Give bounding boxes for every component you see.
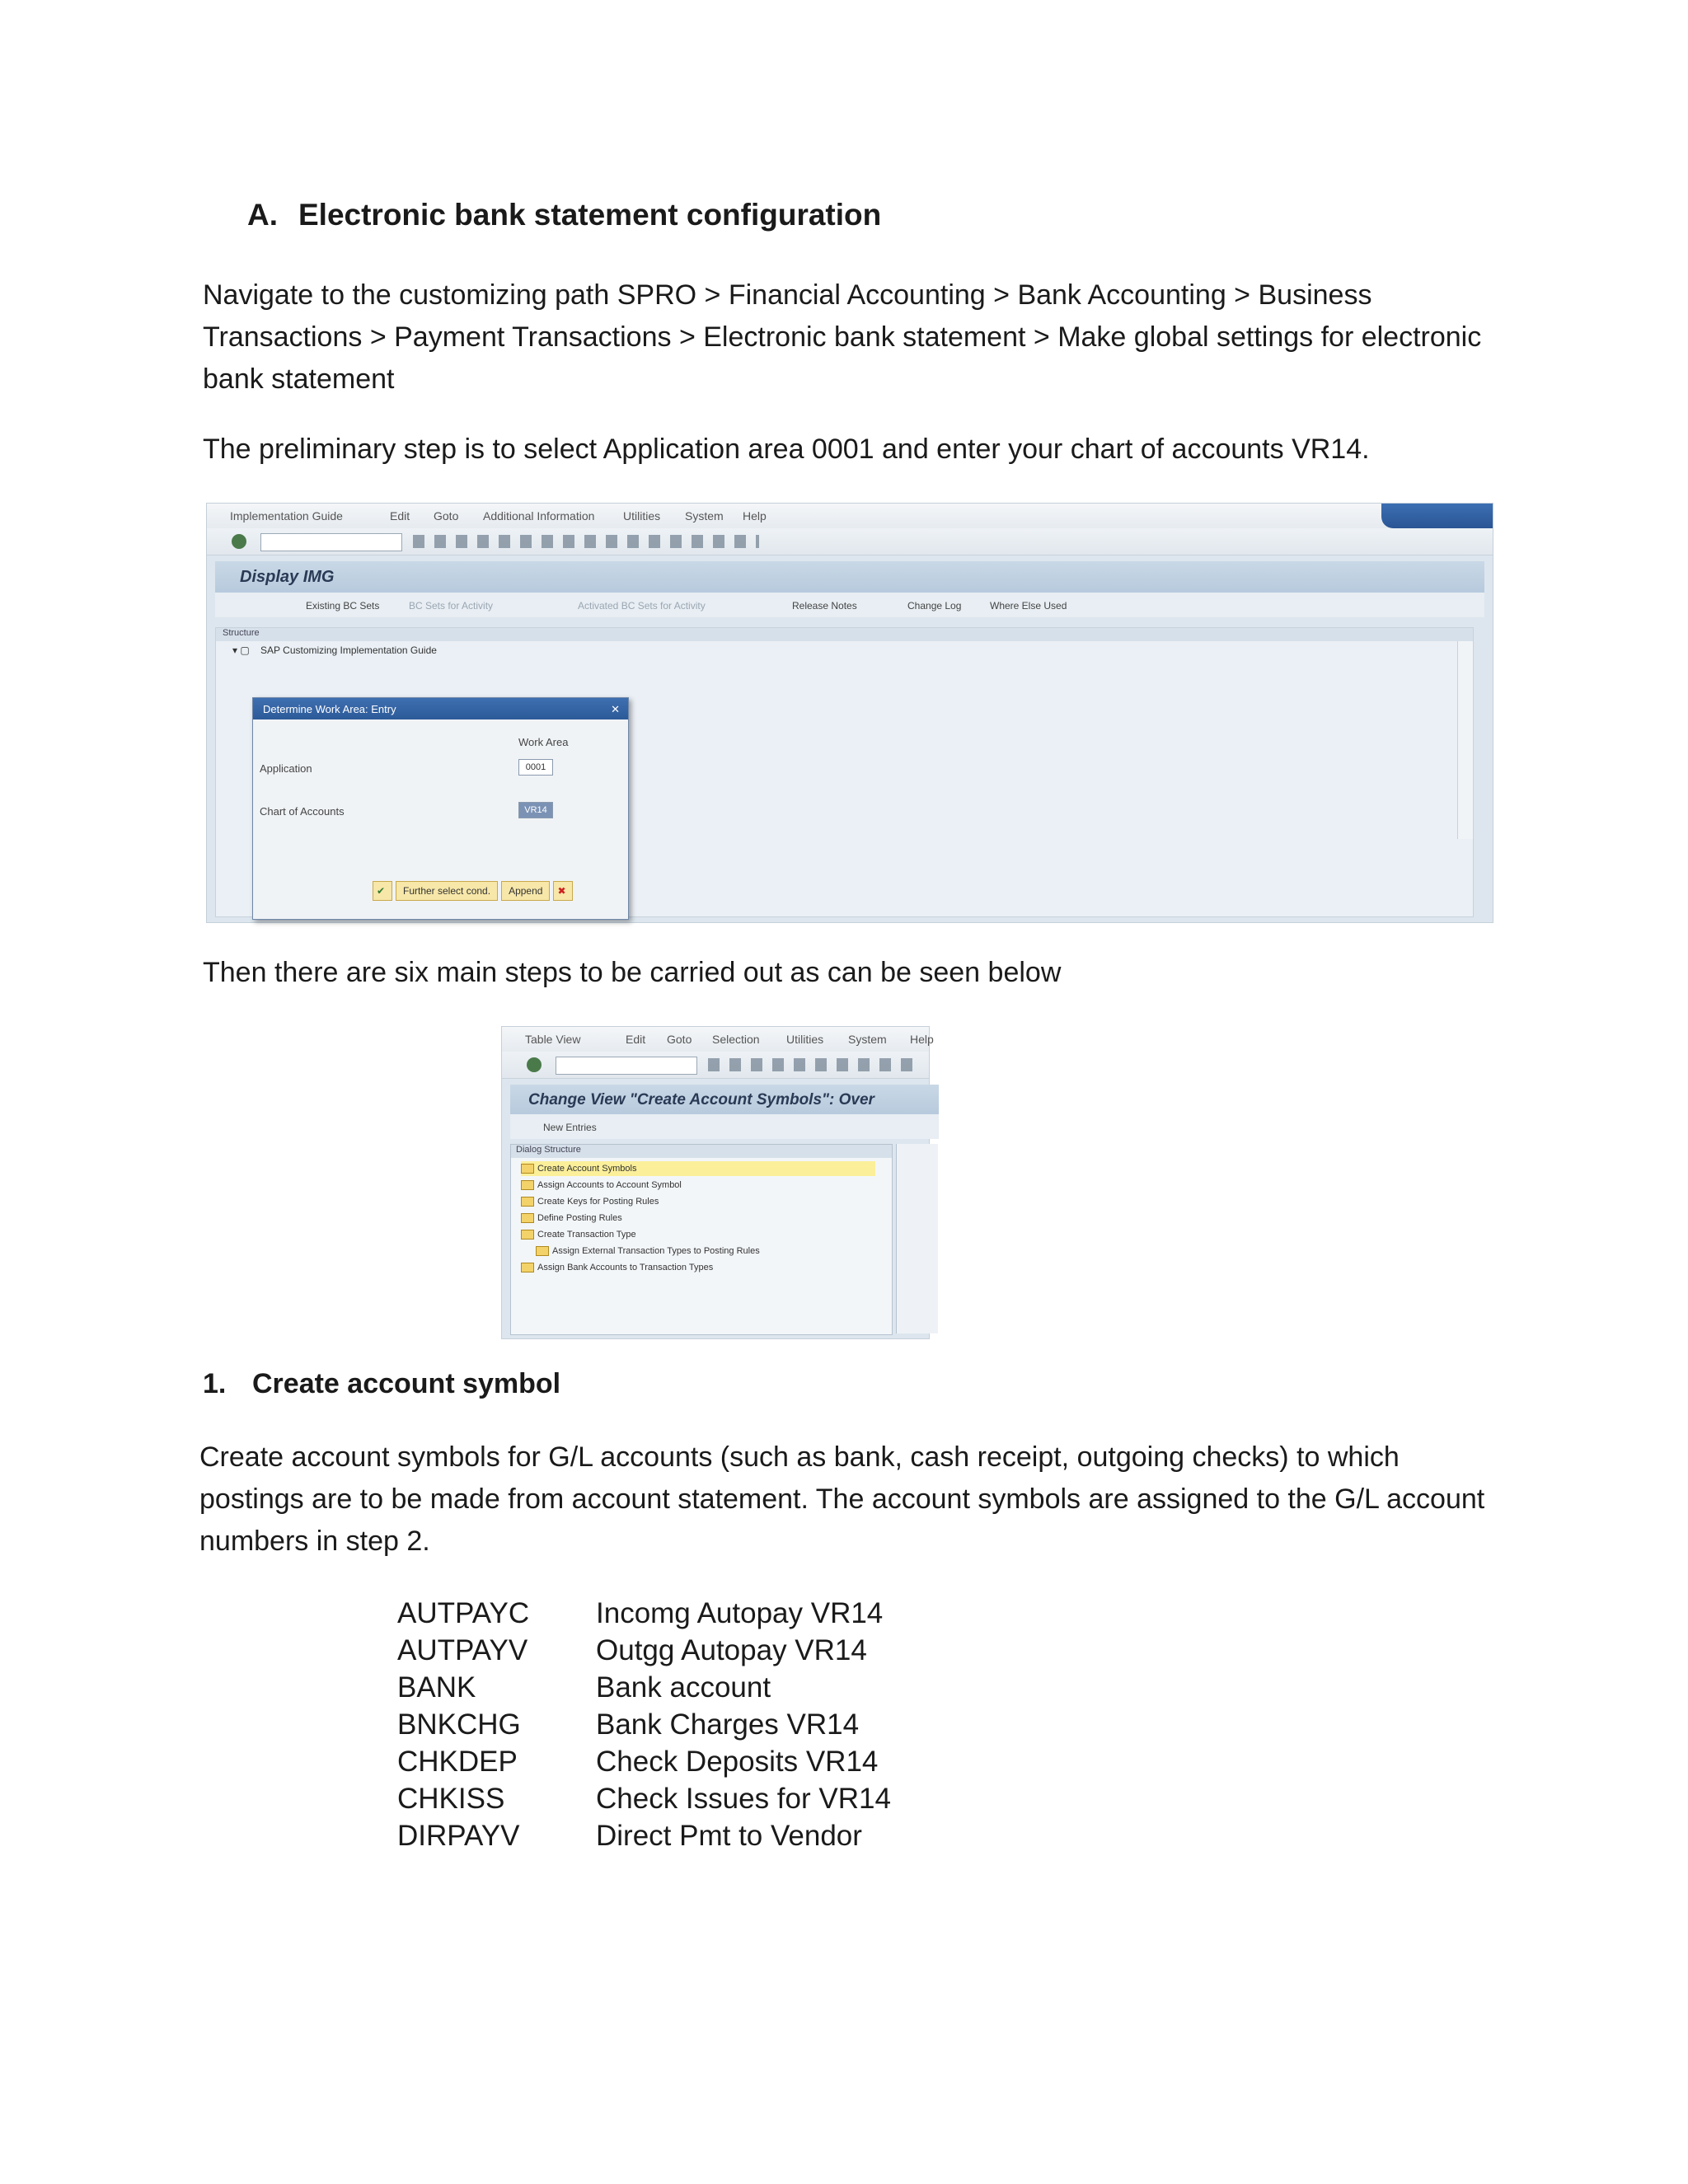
tree-item-label: Define Posting Rules	[537, 1213, 622, 1223]
bc-sets-activity-button[interactable]: BC Sets for Activity	[409, 600, 494, 612]
tree-item-define-posting-rules[interactable]	[521, 1211, 622, 1226]
application-input[interactable]: 0001	[518, 759, 553, 776]
application-toolbar	[215, 593, 1484, 617]
menu-item[interactable]: System	[848, 1033, 887, 1046]
further-select-button[interactable]: Further select cond.	[396, 881, 498, 901]
application-toolbar	[510, 1114, 939, 1139]
preliminary-paragraph: The preliminary step is to select Application area 0001 and enter your chart of accounts VR14.	[203, 434, 1370, 465]
step1-number: 1.	[203, 1368, 227, 1399]
dialog-structure-label: Dialog Structure	[511, 1145, 892, 1158]
tree-root-node[interactable]: ▾ ▢ SAP Customizing Implementation Guide	[232, 644, 437, 656]
tree-item-create-account-symbols[interactable]	[521, 1161, 875, 1176]
chart-of-accounts-input[interactable]: VR14	[518, 802, 553, 818]
menu-item[interactable]: Selection	[712, 1033, 760, 1046]
tree-item-assign-accounts[interactable]	[521, 1178, 682, 1193]
step1-description: Create account symbols for G/L accounts (such as bank, cash receipt, outgoing checks) to which postings are to be made from account statement. The account symbols are assigned to the G/L account numbers in step 2.	[199, 1441, 1485, 1557]
command-field[interactable]	[260, 533, 402, 551]
tree-item-label: Create Transaction Type	[537, 1230, 636, 1240]
symbol-description: Check Issues for VR14	[596, 1783, 891, 1815]
tree-item-label: Assign Bank Accounts to Transaction Types	[537, 1263, 714, 1272]
menu-item[interactable]: System	[685, 509, 724, 523]
tree-item-label: Assign Accounts to Account Symbol	[537, 1180, 682, 1190]
screen-title: Display IMG	[240, 568, 335, 586]
symbol-code: AUTPAYV	[397, 1634, 528, 1666]
folder-icon	[521, 1213, 534, 1223]
section-title: Electronic bank statement configuration	[298, 198, 882, 232]
symbol-code: BANK	[397, 1671, 476, 1704]
list-item	[397, 1669, 891, 1706]
folder-icon	[521, 1263, 534, 1272]
application-label: Application	[260, 762, 312, 775]
menu-item[interactable]: Utilities	[623, 509, 661, 523]
sap-standard-toolbar	[207, 528, 1493, 555]
dialog-title-bar	[253, 698, 628, 719]
list-item	[397, 1595, 891, 1632]
list-item	[397, 1632, 891, 1669]
tree-item-assign-bank-accounts[interactable]	[521, 1260, 713, 1275]
folder-icon	[521, 1180, 534, 1190]
six-steps-paragraph: Then there are six main steps to be carried out as can be seen below	[203, 957, 1062, 988]
dialog-structure-tree	[510, 1144, 893, 1335]
close-icon[interactable]: ✕	[611, 703, 620, 715]
symbol-code: BNKCHG	[397, 1708, 521, 1741]
change-log-button[interactable]: Change Log	[907, 600, 962, 612]
symbol-description: Bank Charges VR14	[596, 1708, 860, 1741]
tree-item-assign-external-types[interactable]	[536, 1244, 760, 1258]
navigate-paragraph: Navigate to the customizing path SPRO > Financial Accounting > Bank Accounting > Business Transactions > Payment Transactions > Electronic bank statement > Make global settings for electronic bank statement	[203, 279, 1482, 395]
window-controls[interactable]	[1381, 504, 1493, 528]
confirm-icon[interactable]: ✔	[373, 881, 392, 901]
display-img-screenshot	[206, 503, 1493, 923]
symbol-code: CHKDEP	[397, 1746, 518, 1778]
screen-title: Change View "Create Account Symbols": Over	[528, 1091, 874, 1108]
existing-bc-sets-button[interactable]: Existing BC Sets	[306, 600, 380, 612]
toolbar-icons[interactable]	[413, 535, 759, 548]
tree-item-label: Create Account Symbols	[537, 1164, 637, 1174]
enter-icon[interactable]	[527, 1057, 542, 1072]
tree-root-label: SAP Customizing Implementation Guide	[260, 644, 437, 656]
account-symbol-list	[397, 1595, 891, 1854]
menu-item[interactable]: Help	[743, 509, 767, 523]
step1-title: Create account symbol	[252, 1368, 561, 1399]
menu-item[interactable]: Edit	[390, 509, 410, 523]
list-item	[397, 1743, 891, 1780]
dialog-title: Determine Work Area: Entry	[263, 703, 396, 715]
sap-menu-bar	[207, 504, 1493, 528]
release-notes-button[interactable]: Release Notes	[792, 600, 857, 612]
menu-item[interactable]: Goto	[434, 509, 459, 523]
symbol-code: AUTPAYC	[397, 1597, 530, 1629]
menu-item[interactable]: Help	[910, 1033, 934, 1046]
symbol-code: DIRPAYV	[397, 1820, 520, 1852]
step1-heading	[203, 1368, 560, 1400]
section-letter: A.	[247, 198, 278, 232]
tree-item-label: Create Keys for Posting Rules	[537, 1197, 659, 1207]
create-account-symbols-screenshot	[501, 1026, 934, 1339]
sap-standard-toolbar-2	[502, 1052, 929, 1079]
menu-item[interactable]: Additional Information	[483, 509, 595, 523]
chart-of-accounts-label: Chart of Accounts	[260, 805, 345, 818]
symbol-description: Check Deposits VR14	[596, 1746, 879, 1778]
list-item	[397, 1780, 891, 1817]
command-field[interactable]	[556, 1057, 697, 1075]
structure-label: Structure	[216, 628, 1473, 641]
activated-bc-sets-button[interactable]: Activated BC Sets for Activity	[578, 600, 706, 612]
work-area-label: Work Area	[518, 736, 569, 748]
menu-item[interactable]: Goto	[667, 1033, 692, 1046]
append-button[interactable]: Append	[501, 881, 550, 901]
where-else-used-button[interactable]: Where Else Used	[990, 600, 1067, 612]
tree-item-label: Assign External Transaction Types to Posting Rules	[552, 1246, 760, 1256]
cancel-icon[interactable]: ✖	[553, 881, 573, 901]
menu-item[interactable]: Edit	[626, 1033, 646, 1046]
screen-title-bar	[510, 1085, 939, 1114]
tree-item-create-transaction-type[interactable]	[521, 1227, 636, 1242]
table-pane	[896, 1144, 938, 1333]
menu-item[interactable]: Utilities	[786, 1033, 824, 1046]
work-area-dialog	[252, 697, 629, 920]
symbol-description: Bank account	[596, 1671, 771, 1704]
sap-menu-bar-2	[502, 1027, 934, 1052]
folder-icon	[521, 1197, 534, 1207]
list-item	[397, 1817, 891, 1854]
toolbar-icons[interactable]	[708, 1058, 922, 1071]
menu-item[interactable]: Implementation Guide	[230, 509, 343, 523]
new-entries-button[interactable]: New Entries	[543, 1122, 597, 1133]
folder-icon	[521, 1230, 534, 1240]
section-heading	[247, 198, 881, 232]
tree-scrollbar[interactable]	[1457, 641, 1473, 839]
menu-item[interactable]: Table View	[525, 1033, 581, 1046]
enter-icon[interactable]	[232, 534, 246, 549]
symbol-code: CHKISS	[397, 1783, 505, 1815]
dialog-button-row	[373, 881, 576, 901]
symbol-description: Incomg Autopay VR14	[596, 1597, 884, 1629]
screen-title-bar	[215, 561, 1484, 593]
tree-item-create-keys[interactable]	[521, 1194, 659, 1209]
symbol-description: Direct Pmt to Vendor	[596, 1820, 862, 1852]
folder-icon	[536, 1246, 549, 1256]
list-item	[397, 1706, 891, 1743]
folder-icon	[521, 1164, 534, 1174]
symbol-description: Outgg Autopay VR14	[596, 1634, 867, 1666]
